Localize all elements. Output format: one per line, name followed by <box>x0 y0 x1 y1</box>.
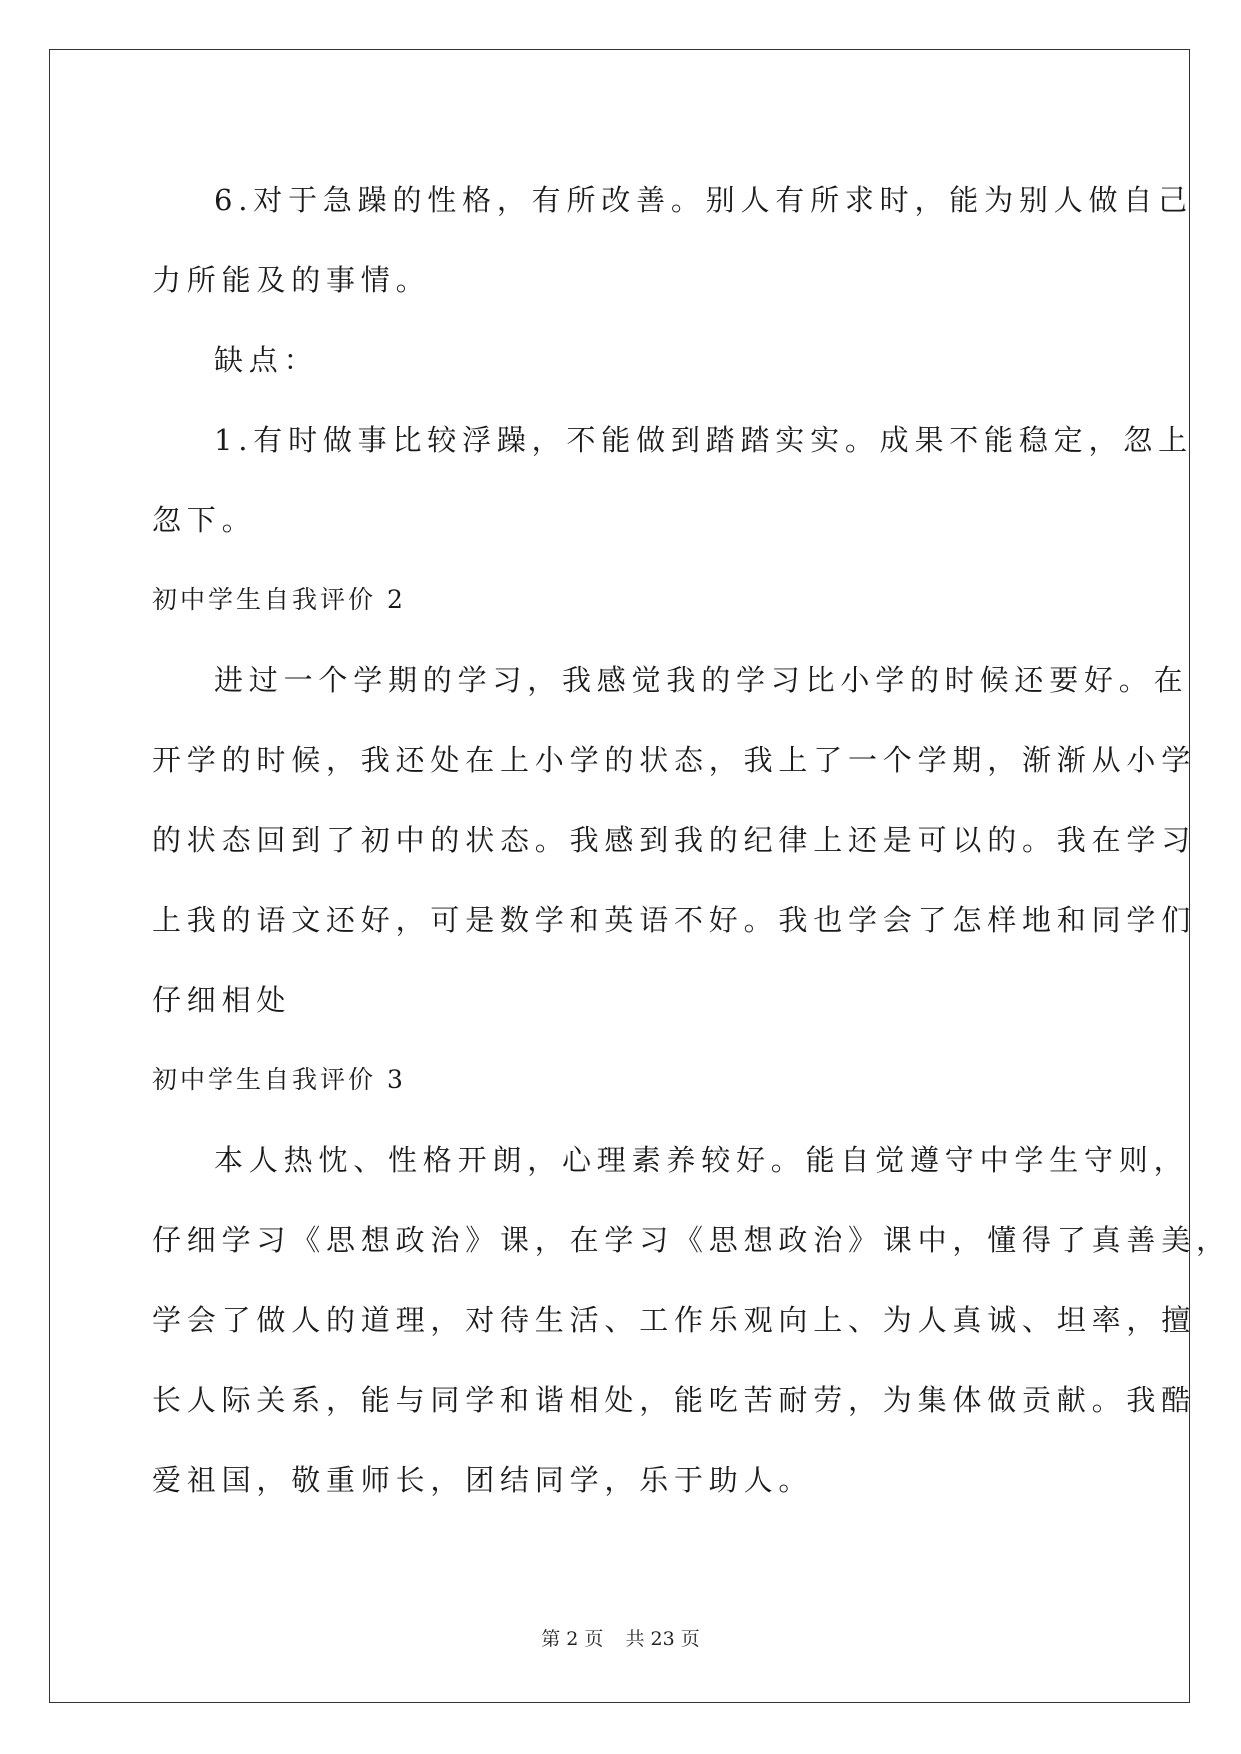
section-heading: 初中学生自我评价 2 <box>152 585 406 614</box>
paragraph-line: 的状态回到了初中的状态。我感到我的纪律上还是可以的。我在学习 <box>152 823 1197 857</box>
paragraph-line: 1.有时做事比较浮躁，不能做到踏踏实实。成果不能稳定，忽上 <box>214 423 1193 457</box>
paragraph-line: 力所能及的事情。 <box>152 263 431 297</box>
paragraph-line: 仔细相处 <box>152 983 292 1017</box>
section-heading: 初中学生自我评价 3 <box>152 1065 406 1094</box>
paragraph-line: 仔细学习《思想政治》课，在学习《思想政治》课中，懂得了真善美， <box>152 1223 1231 1257</box>
paragraph-line: 进过一个学期的学习，我感觉我的学习比小学的时候还要好。在 <box>214 663 1189 697</box>
document-body <box>152 160 1231 1520</box>
paragraph-line: 开学的时候，我还处在上小学的状态，我上了一个学期，渐渐从小学 <box>152 743 1197 777</box>
page-footer <box>0 1624 1241 1651</box>
paragraph-line: 6.对于急躁的性格，有所改善。别人有所求时，能为别人做自己 <box>214 183 1193 217</box>
paragraph-line: 忽下。 <box>152 503 257 537</box>
page-total: 共 23 页 <box>625 1628 700 1650</box>
paragraph-line: 本人热忱、性格开朗，心理素养较好。能自觉遵守中学生守则， <box>214 1143 1189 1177</box>
page-number: 第 2 页 <box>541 1628 604 1650</box>
paragraph-line: 长人际关系，能与同学和谐相处，能吃苦耐劳，为集体做贡献。我酷 <box>152 1383 1197 1417</box>
paragraph-line: 上我的语文还好，可是数学和英语不好。我也学会了怎样地和同学们 <box>152 903 1197 937</box>
paragraph-line: 缺点： <box>214 343 319 377</box>
paragraph-line: 爱祖国，敬重师长，团结同学，乐于助人。 <box>152 1463 814 1497</box>
paragraph-line: 学会了做人的道理，对待生活、工作乐观向上、为人真诚、坦率，擅 <box>152 1303 1197 1337</box>
